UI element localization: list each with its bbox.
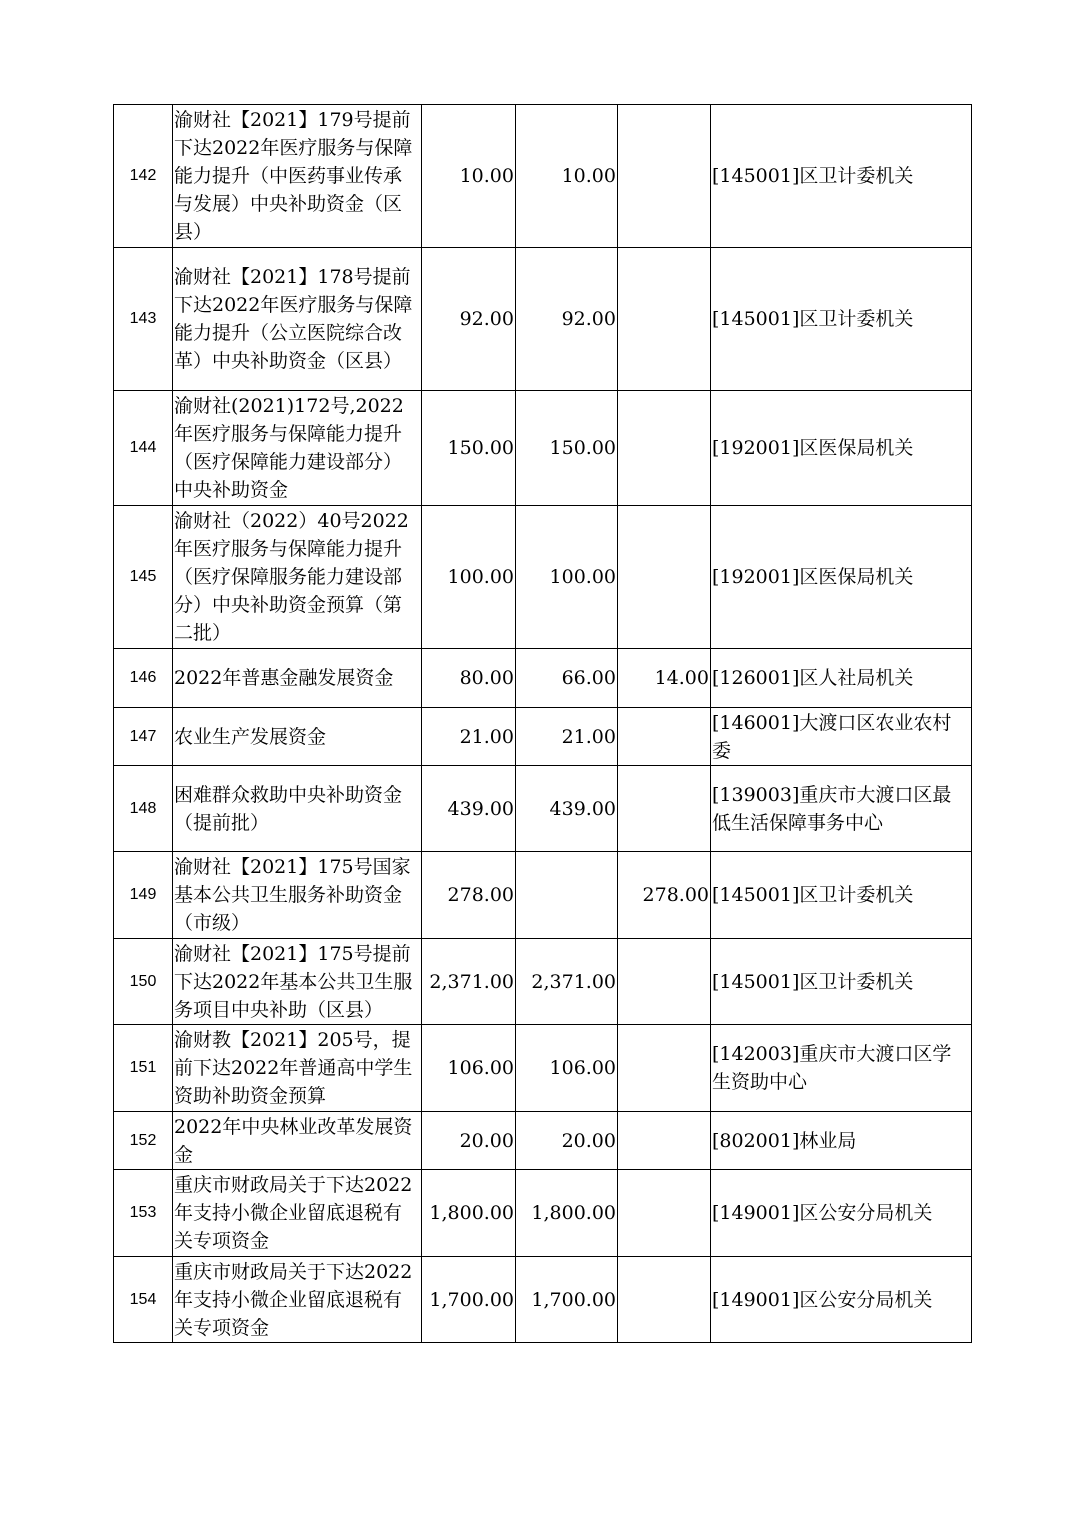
amount-b: 14.00 — [618, 649, 711, 708]
unit-name: [802001]林业局 — [711, 1112, 972, 1170]
fund-name: 渝财社【2021】175号国家基本公共卫生服务补助资金（市级） — [173, 852, 422, 939]
row-number: 153 — [114, 1170, 173, 1257]
unit-name: [145001]区卫计委机关 — [711, 105, 972, 248]
amount-a — [516, 852, 618, 939]
amount-b — [618, 1170, 711, 1257]
unit-name: [149001]区公安分局机关 — [711, 1170, 972, 1257]
row-number: 150 — [114, 939, 173, 1025]
table-row — [114, 248, 972, 391]
unit-name: [192001]区医保局机关 — [711, 506, 972, 649]
unit-name: [145001]区卫计委机关 — [711, 248, 972, 391]
row-number: 146 — [114, 649, 173, 708]
total-amount: 80.00 — [422, 649, 516, 708]
row-number: 142 — [114, 105, 173, 248]
fund-name: 渝财教【2021】205号，提前下达2022年普通高中学生资助补助资金预算 — [173, 1025, 422, 1112]
amount-a: 66.00 — [516, 649, 618, 708]
total-amount: 150.00 — [422, 391, 516, 506]
amount-a: 439.00 — [516, 766, 618, 852]
unit-name: [192001]区医保局机关 — [711, 391, 972, 506]
total-amount: 278.00 — [422, 852, 516, 939]
amount-a: 92.00 — [516, 248, 618, 391]
amount-a: 100.00 — [516, 506, 618, 649]
unit-name: [145001]区卫计委机关 — [711, 852, 972, 939]
row-number: 149 — [114, 852, 173, 939]
fund-name: 困难群众救助中央补助资金（提前批） — [173, 766, 422, 852]
row-number: 148 — [114, 766, 173, 852]
row-number: 145 — [114, 506, 173, 649]
amount-b — [618, 105, 711, 248]
fund-name: 渝财社(2021)172号,2022年医疗服务与保障能力提升（医疗保障能力建设部分）中央补助资金 — [173, 391, 422, 506]
total-amount: 439.00 — [422, 766, 516, 852]
fund-name: 农业生产发展资金 — [173, 708, 422, 766]
amount-a: 106.00 — [516, 1025, 618, 1112]
total-amount: 21.00 — [422, 708, 516, 766]
amount-a: 1,700.00 — [516, 1257, 618, 1343]
fund-name: 2022年普惠金融发展资金 — [173, 649, 422, 708]
total-amount: 1,700.00 — [422, 1257, 516, 1343]
table-row — [114, 708, 972, 766]
unit-name: [142003]重庆市大渡口区学生资助中心 — [711, 1025, 972, 1112]
amount-a: 10.00 — [516, 105, 618, 248]
amount-b — [618, 1257, 711, 1343]
fund-name: 渝财社（2022）40号2022年医疗服务与保障能力提升（医疗保障服务能力建设部分）中央补助资金预算（第二批） — [173, 506, 422, 649]
amount-b — [618, 939, 711, 1025]
amount-b — [618, 766, 711, 852]
row-number: 151 — [114, 1025, 173, 1112]
amount-a: 2,371.00 — [516, 939, 618, 1025]
fund-name: 渝财社【2021】178号提前下达2022年医疗服务与保障能力提升（公立医院综合改革）中央补助资金（区县） — [173, 248, 422, 391]
amount-b — [618, 391, 711, 506]
total-amount: 1,800.00 — [422, 1170, 516, 1257]
amount-b: 278.00 — [618, 852, 711, 939]
total-amount: 92.00 — [422, 248, 516, 391]
amount-b — [618, 1025, 711, 1112]
table-row — [114, 1112, 972, 1170]
unit-name: [126001]区人社局机关 — [711, 649, 972, 708]
fund-name: 重庆市财政局关于下达2022年支持小微企业留底退税有关专项资金 — [173, 1170, 422, 1257]
table-row — [114, 649, 972, 708]
table-row — [114, 1257, 972, 1343]
fund-name: 渝财社【2021】179号提前下达2022年医疗服务与保障能力提升（中医药事业传承与发展）中央补助资金（区县） — [173, 105, 422, 248]
unit-name: [139003]重庆市大渡口区最低生活保障事务中心 — [711, 766, 972, 852]
total-amount: 100.00 — [422, 506, 516, 649]
row-number: 152 — [114, 1112, 173, 1170]
table-row — [114, 391, 972, 506]
table-row — [114, 852, 972, 939]
table-row — [114, 105, 972, 248]
row-number: 147 — [114, 708, 173, 766]
fund-name: 2022年中央林业改革发展资金 — [173, 1112, 422, 1170]
total-amount: 106.00 — [422, 1025, 516, 1112]
table-row — [114, 1025, 972, 1112]
amount-b — [618, 1112, 711, 1170]
amount-a: 1,800.00 — [516, 1170, 618, 1257]
table-row — [114, 939, 972, 1025]
table-row — [114, 506, 972, 649]
table-row — [114, 1170, 972, 1257]
unit-name: [145001]区卫计委机关 — [711, 939, 972, 1025]
amount-b — [618, 248, 711, 391]
amount-a: 21.00 — [516, 708, 618, 766]
unit-name: [146001]大渡口区农业农村委 — [711, 708, 972, 766]
amount-a: 150.00 — [516, 391, 618, 506]
total-amount: 2,371.00 — [422, 939, 516, 1025]
unit-name: [149001]区公安分局机关 — [711, 1257, 972, 1343]
total-amount: 20.00 — [422, 1112, 516, 1170]
amount-b — [618, 506, 711, 649]
amount-b — [618, 708, 711, 766]
fund-name: 渝财社【2021】175号提前下达2022年基本公共卫生服务项目中央补助（区县） — [173, 939, 422, 1025]
fund-allocation-table — [113, 104, 972, 1343]
row-number: 144 — [114, 391, 173, 506]
row-number: 143 — [114, 248, 173, 391]
table-row — [114, 766, 972, 852]
amount-a: 20.00 — [516, 1112, 618, 1170]
total-amount: 10.00 — [422, 105, 516, 248]
row-number: 154 — [114, 1257, 173, 1343]
fund-name: 重庆市财政局关于下达2022年支持小微企业留底退税有关专项资金 — [173, 1257, 422, 1343]
